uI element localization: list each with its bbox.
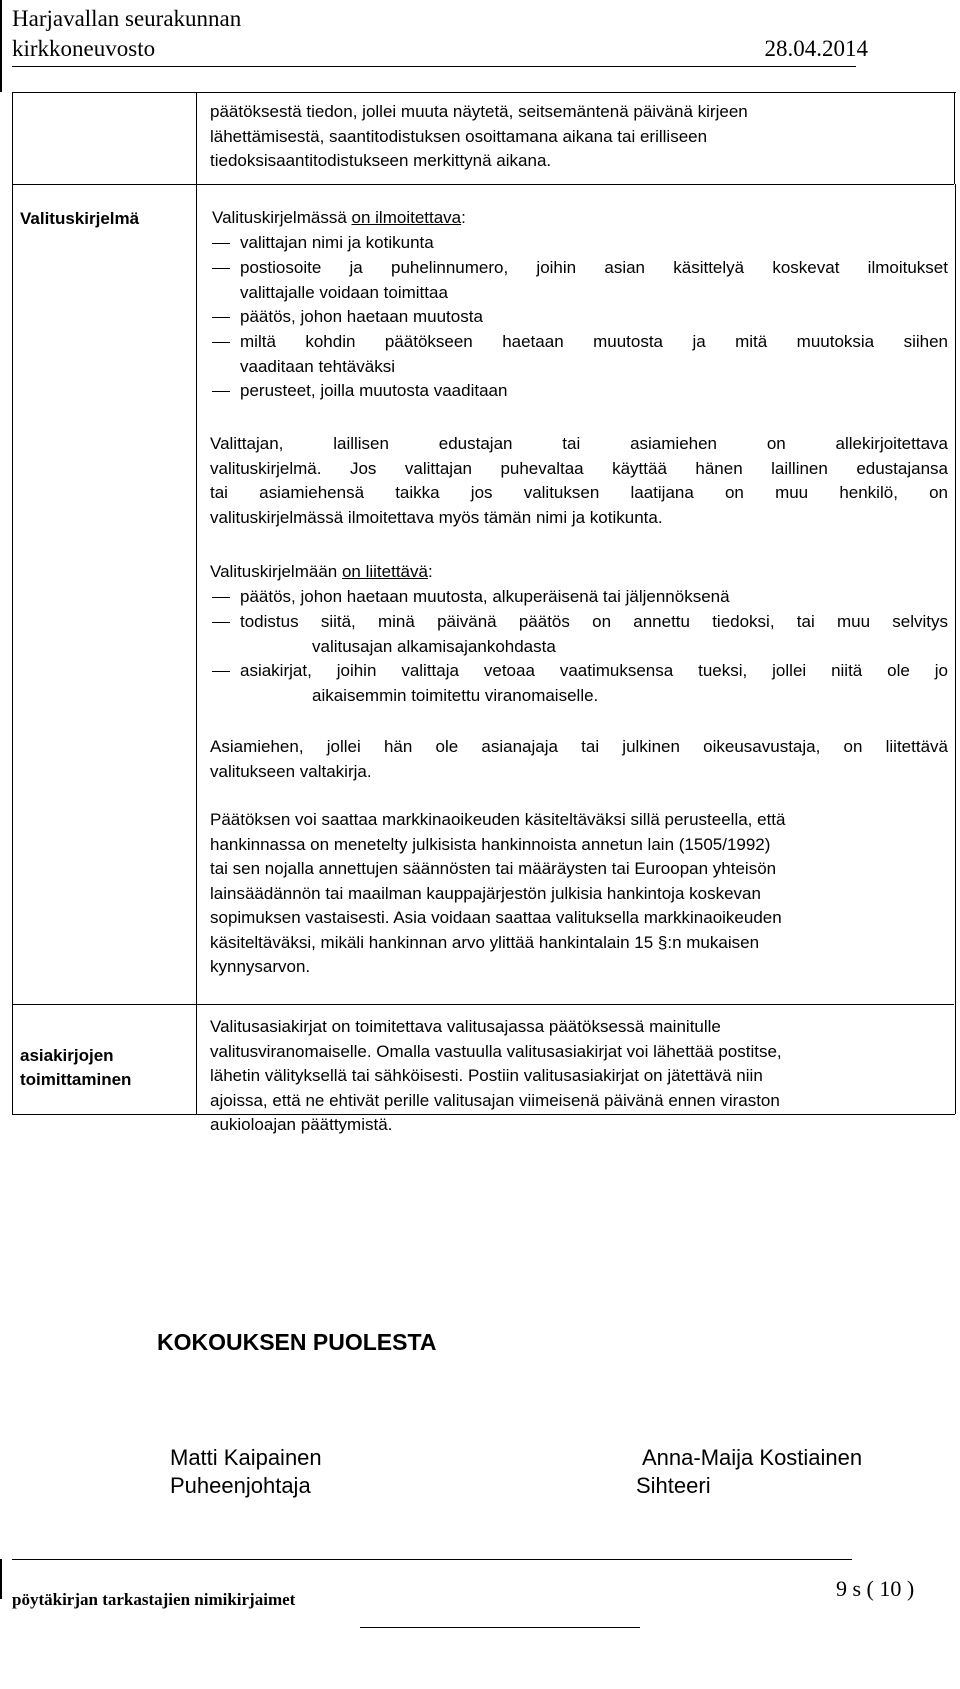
text-line: valitusviranomaiselle. Omalla vastuulla valitusasiakirjat voi lähettää postitse, (210, 1041, 782, 1061)
must-state-intro: Valituskirjelmässä on ilmoitettava: (212, 208, 466, 227)
attachment-item: todistus siitä, minä päivänä päätös on annettu tiedoksi, tai muu selvitys valitusajan alkamisajankohdasta (212, 610, 948, 660)
dash-bullet (212, 391, 230, 392)
table-column-divider (196, 92, 197, 1114)
dash-bullet (212, 243, 230, 244)
chair-name: Matti Kaipainen (170, 1445, 322, 1470)
attorney-paragraph (210, 735, 948, 784)
dash-bullet (212, 268, 230, 269)
dash-bullet (212, 622, 230, 623)
must-state-underlined: on ilmoitettava (351, 208, 462, 227)
market-court-paragraph (210, 808, 948, 980)
text-line: valitukseen valtakirja. (210, 761, 372, 781)
text-line: valituskirjelmässä ilmoitettava myös tämän nimi ja kotikunta. (210, 507, 663, 527)
text-line: tai sen nojalla annettujen säännösten tai määräysten tai Euroopan yhteisön (210, 859, 777, 878)
list-item: postiosoite ja puhelinnumero, joihin asian käsittelyä koskevat ilmoitukset valittajalle voidaan toimittaa (212, 256, 948, 306)
header-body-name: kirkkoneuvosto (12, 36, 156, 61)
text-line: sopimuksen vastaisesti. Asia voidaan saattaa valituksella markkinaoikeuden (210, 908, 782, 927)
table-row-divider (12, 184, 954, 185)
signature-requirement-paragraph (210, 432, 948, 530)
chair-role: Puheenjohtaja (170, 1473, 311, 1498)
dash-bullet (212, 317, 230, 318)
text-line: hankinnassa on menetelty julkisista hankinnoista annetun lain (1505/1992) (210, 834, 771, 854)
text-line: Valittajan, laillisen edustajan tai asiamiehen on allekirjoitettava (210, 434, 948, 453)
dash-bullet (212, 597, 230, 598)
text-line: päätöksestä tiedon, jollei muuta näytetä, seitsemäntenä päivänä kirjeen (210, 102, 748, 121)
table-right-border (955, 184, 956, 1114)
text-line: tiedoksisaantitodistukseen merkittynä aikana. (210, 151, 552, 170)
reviewers-initials-label: pöytäkirjan tarkastajien nimikirjaimet (12, 1590, 296, 1609)
must-attach-underlined: on liitettävä (341, 562, 428, 581)
text-line: lähetin välityksellä tai sähköisesti. Postiin valitusasiakirjat on jätettävä niin (210, 1066, 763, 1085)
footer-left-border (0, 1559, 2, 1599)
previous-section-continuation (210, 100, 950, 174)
page-number: 9 s ( 10 ) (836, 1576, 915, 1601)
text-line: aukioloajan päättymistä. (210, 1115, 393, 1134)
text-line: Asiamiehen, jollei hän ole asianajaja tai julkinen oikeusavustaja, on liitettävä (210, 737, 948, 756)
must-attach-intro: Valituskirjelmään on liitettävä: (210, 562, 433, 581)
secretary-name: Anna-Maija Kostiainen (642, 1445, 863, 1470)
text-line: Valitusasiakirjat on toimitettava valitusajassa päätöksessä mainitulle (210, 1017, 721, 1036)
footer-rule (12, 1559, 852, 1560)
header-rule (12, 66, 856, 67)
secretary-role: Sihteeri (636, 1473, 711, 1498)
initials-signature-line (360, 1627, 640, 1628)
text-line: tai asiamiehensä taikka jos valituksen laatijana on muu henkilö, on (210, 483, 948, 502)
dash-bullet (212, 342, 230, 343)
header-organization: Harjavallan seurakunnan (12, 6, 242, 31)
section-label-delivery: asiakirjojen toimittaminen (20, 1046, 132, 1089)
signature-heading: KOKOUKSEN PUOLESTA (157, 1329, 437, 1355)
text-line: kynnysarvon. (210, 957, 311, 976)
table-right-border (954, 92, 955, 184)
text-line: käsiteltäväksi, mikäli hankinnan arvo ylittää hankintalain 15 §:n mukaisen (210, 932, 760, 952)
text-line: lainsäädännön tai maailman kauppajärjestön julkisia hankintoja koskevan (210, 883, 761, 903)
text-line: lähettämisestä, saantitodistuksen osoittamana aikana tai erilliseen (210, 126, 708, 146)
list-item: miltä kohdin päätökseen haetaan muutosta ja mitä muutoksia siihen vaaditaan tehtäväksi (212, 330, 948, 380)
attachment-item: asiakirjat, joihin valittaja vetoaa vaatimuksensa tueksi, jollei niitä ole jo aikaisemmin toimitettu viranomaiselle. (212, 659, 948, 709)
table-row-divider (12, 1004, 954, 1005)
text-line: valituskirjelmä. Jos valittajan puhevaltaa käyttää hänen laillinen edustajansa (210, 458, 948, 478)
header-left-border (0, 0, 2, 92)
header-date: 28.04.2014 (764, 36, 868, 61)
delivery-paragraph (210, 1015, 948, 1138)
text-line: ajoissa, että ne ehtivät perille valitusajan viimeisenä päivänä ennen viraston (210, 1090, 780, 1110)
text-line: Päätöksen voi saattaa markkinaoikeuden käsiteltäväksi sillä perusteella, että (210, 810, 786, 829)
dash-bullet (212, 671, 230, 672)
section-label-valituskirjelma: Valituskirjelmä (20, 209, 140, 228)
